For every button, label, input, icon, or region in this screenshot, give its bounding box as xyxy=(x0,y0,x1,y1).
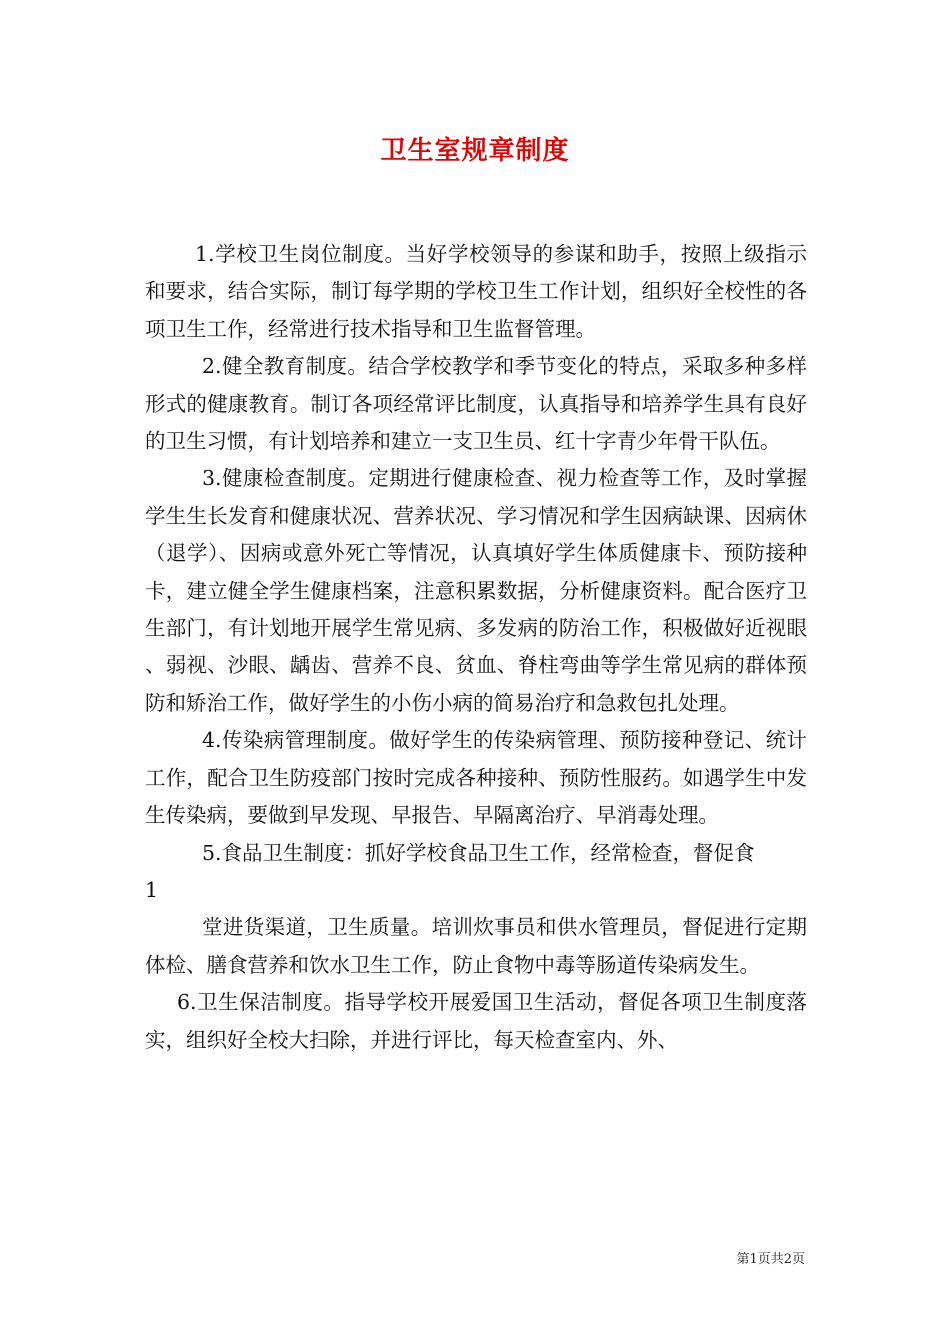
inline-page-number: 1 xyxy=(145,877,159,902)
paragraph-5-continued: 堂进货渠道，卫生质量。培训炊事员和供水管理员，督促进行定期体检、膳食营养和饮水卫生工作，防止食物中毒等肠道传染病发生。 xyxy=(145,915,807,977)
paragraph-4: 4.传染病管理制度。做好学生的传染病管理、预防接种登记、统计工作，配合卫生防疫部门按时完成各种接种、预防性服药。如遇学生中发生传染病，要做到早发现、早报告、早隔离治疗、早消毒处理。 xyxy=(145,728,807,828)
paragraph-2: 2.健全教育制度。结合学校教学和季节变化的特点，采取多种多样形式的健康教育。制订各项经常评比制度，认真指导和培养学生具有良好的卫生习惯，有计划培养和建立一支卫生员、红十字青少年骨干队伍。 xyxy=(145,354,807,454)
document-body xyxy=(145,236,807,1059)
paragraph-6: 6.卫生保洁制度。指导学校开展爱国卫生活动，督促各项卫生制度落实，组织好全校大扫除，并进行评比，每天检查室内、外、 xyxy=(145,990,807,1052)
paragraph-1: 1.学校卫生岗位制度。当好学校领导的参谋和助手，按照上级指示和要求，结合实际，制订每学期的学校卫生工作计划，组织好全校性的各项卫生工作，经常进行技术指导和卫生监督管理。 xyxy=(145,242,807,341)
document-title: 卫生室规章制度 xyxy=(380,136,570,166)
paragraph-5: 5.食品卫生制度：抓好学校食品卫生工作，经常检查，督促食 xyxy=(202,840,755,865)
paragraph-3: 3.健康检查制度。定期进行健康检查、视力检查等工作，及时掌握学生生长发育和健康状况、营养状况、学习情况和学生因病缺课、因病休（退学）、因病或意外死亡等情况，认真填好学生体质健康卡、预防接种卡，建立健全学生健康档案，注意积累数据，分析健康资料。配合医疗卫生部门，有计划地开展学生常见病、多发病的防治工作，积极做好近视眼、弱视、沙眼、龋齿、营养不良、贫血、脊柱弯曲等学生常见病的群体预防和矫治工作，做好学生的小伤小病的简易治疗和急救包扎处理。 xyxy=(145,466,807,715)
page-footer: 第1页共2页 xyxy=(736,1252,805,1267)
